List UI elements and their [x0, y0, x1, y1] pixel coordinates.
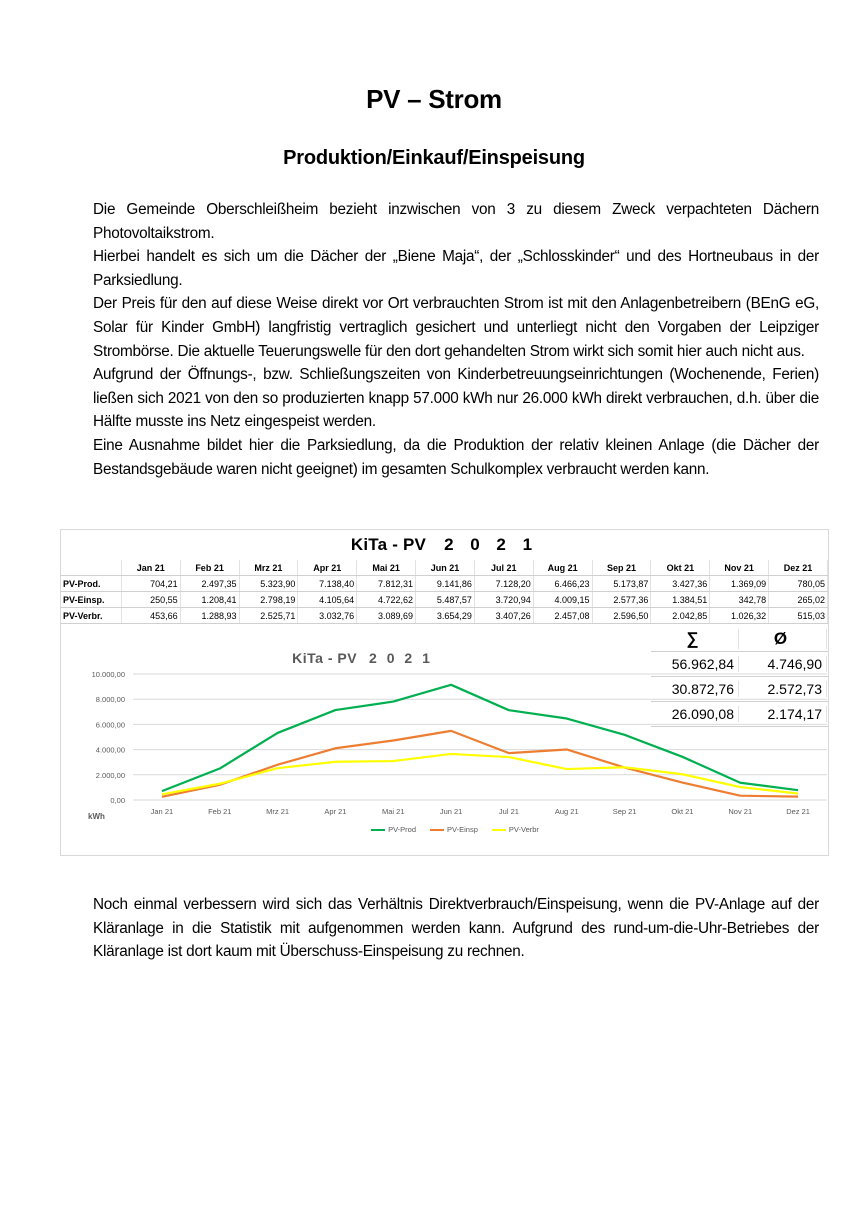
- intro-text: [93, 198, 819, 481]
- row-label: PV-Verbr.: [61, 608, 121, 624]
- pv-data-table: [61, 560, 828, 624]
- table-cell: 2.798,19: [239, 592, 298, 608]
- table-cell: 2.457,08: [533, 608, 592, 624]
- y-tick-label: 4.000,00: [95, 745, 125, 755]
- table-cell: 250,55: [121, 592, 180, 608]
- outro-text: [93, 893, 819, 964]
- x-tick-label: Mrz 21: [266, 807, 290, 816]
- month-header: Aug 21: [533, 560, 592, 576]
- table-cell: 3.654,29: [416, 608, 475, 624]
- x-tick-label: Jan 21: [150, 807, 174, 816]
- x-tick-label: Aug 21: [554, 807, 579, 816]
- table-cell: 1.369,09: [710, 576, 769, 592]
- table-cell: 4.722,62: [357, 592, 416, 608]
- table-cell: 780,05: [769, 576, 828, 592]
- month-header: Feb 21: [180, 560, 239, 576]
- x-tick-label: Feb 21: [208, 807, 232, 816]
- table-cell: 2.577,36: [592, 592, 651, 608]
- table-cell: 7.812,31: [357, 576, 416, 592]
- row-label: PV-Prod.: [61, 576, 121, 592]
- table-cell: 3.407,26: [474, 608, 533, 624]
- month-header: Dez 21: [769, 560, 828, 576]
- table-cell: 1.384,51: [651, 592, 710, 608]
- sum-header: ∑: [651, 629, 739, 649]
- legend-label: PV-Prod: [388, 825, 417, 834]
- table-cell: 5.487,57: [416, 592, 475, 608]
- chart-title: KiTa - PV 2 0 2 1: [292, 650, 433, 666]
- table-cell: 3.720,94: [474, 592, 533, 608]
- x-tick-label: Jun 21: [439, 807, 463, 816]
- y-tick-label: 8.000,00: [95, 695, 125, 705]
- table-title: KiTa - PV 2 0 2 1: [350, 535, 539, 554]
- table-cell: 453,66: [121, 608, 180, 624]
- paragraph: Der Preis für den auf diese Weise direkt vor Ort verbrauchten Strom ist mit den Anlagenbetreibern (BEnG eG, Solar für Kinder GmbH) langfristig vertraglich gesichert und unterliegt nicht den Vorgaben der Leipziger Strombörse. Die aktuelle Teuerungswelle für den dort gehandelten Strom wirkt sich somit hier auch nicht aus.: [93, 295, 819, 360]
- table-cell: 704,21: [121, 576, 180, 592]
- month-header: Jan 21: [121, 560, 180, 576]
- table-cell: 1.208,41: [180, 592, 239, 608]
- table-cell: 3.032,76: [298, 608, 357, 624]
- paragraph: Aufgrund der Öffnungs-, bzw. Schließungszeiten von Kinderbetreuungseinrichtungen (Wochenende, Ferien) ließen sich 2021 von den so produzierten knapp 57.000 kWh nur 26.000 kWh direkt verbrauchen, d.h. über die Hälfte musste ins Netz eingespeist werden.: [93, 366, 819, 431]
- table-cell: 7.128,20: [474, 576, 533, 592]
- table-cell: 3.089,69: [357, 608, 416, 624]
- table-cell: 4.009,15: [533, 592, 592, 608]
- month-header: Jun 21: [416, 560, 475, 576]
- month-header: Nov 21: [710, 560, 769, 576]
- legend-item: [430, 825, 478, 834]
- table-cell: 4.105,64: [298, 592, 357, 608]
- row-label: PV-Einsp.: [61, 592, 121, 608]
- y-tick-label: 6.000,00: [95, 720, 125, 730]
- legend-swatch-icon: [371, 829, 385, 831]
- month-header: Mai 21: [357, 560, 416, 576]
- table-cell: 5.323,90: [239, 576, 298, 592]
- table-row: [61, 608, 828, 624]
- page-title: PV – Strom: [366, 84, 502, 114]
- x-tick-label: Okt 21: [671, 807, 694, 816]
- month-header: Sep 21: [592, 560, 651, 576]
- chart-legend: [75, 825, 835, 834]
- y-tick-label: 2.000,00: [95, 770, 125, 780]
- legend-item: [492, 825, 539, 834]
- table-cell: 2.596,50: [592, 608, 651, 624]
- paragraph: Hierbei handelt es sich um die Dächer der „Biene Maja“, der „Schlosskinder“ und des Hortneubaus in der Parksiedlung.: [93, 248, 819, 289]
- page-subtitle: Produktion/Einkauf/Einspeisung: [283, 147, 585, 169]
- summary-row: 56.962,84 4.746,90: [651, 652, 828, 677]
- legend-label: PV-Einsp: [447, 825, 478, 834]
- y-axis-unit: kWh: [88, 812, 105, 821]
- table-row: [61, 576, 828, 592]
- x-tick-label: Dez 21: [786, 807, 810, 816]
- table-header-row: [61, 560, 828, 576]
- table-cell: 342,78: [710, 592, 769, 608]
- legend-item: [371, 825, 416, 834]
- chart-plot: [75, 642, 835, 842]
- month-header: Apr 21: [298, 560, 357, 576]
- paragraph: Noch einmal verbessern wird sich das Verhältnis Direktverbrauch/Einspeisung, wenn die PV-Anlage auf der Kläranlage in die Statistik mit aufgenommen werden kann. Aufgrund des rund-um-die-Uhr-Betriebes der Kläranlage ist dort kaum mit Überschuss-Einspeisung zu rechnen.: [93, 896, 819, 961]
- x-tick-label: Jul 21: [498, 807, 519, 816]
- x-tick-label: Mai 21: [381, 807, 405, 816]
- x-tick-label: Sep 21: [612, 807, 637, 816]
- month-header: Okt 21: [651, 560, 710, 576]
- series-line-pv-einsp: [162, 731, 798, 797]
- table-cell: 9.141,86: [416, 576, 475, 592]
- table-cell: 3.427,36: [651, 576, 710, 592]
- table-cell: 515,03: [769, 608, 828, 624]
- summary-row: 26.090,08 2.174,17: [651, 702, 828, 727]
- table-cell: 2.525,71: [239, 608, 298, 624]
- legend-swatch-icon: [430, 829, 444, 831]
- table-cell: 6.466,23: [533, 576, 592, 592]
- month-header: Jul 21: [474, 560, 533, 576]
- x-tick-label: Nov 21: [728, 807, 753, 816]
- y-tick-label: 10.000,00: [91, 670, 125, 679]
- table-cell: 1.026,32: [710, 608, 769, 624]
- table-cell: 5.173,87: [592, 576, 651, 592]
- paragraph: Die Gemeinde Oberschleißheim bezieht inzwischen von 3 zu diesem Zweck verpachteten Dächern Photovoltaikstrom.: [93, 201, 819, 242]
- paragraph: Eine Ausnahme bildet hier die Parksiedlung, da die Produktion der relativ kleinen Anlage (die Dächer der Bestandsgebäude waren nicht geeignet) im gesamten Schulkomplex verbraucht werden kann.: [93, 436, 819, 478]
- legend-swatch-icon: [492, 829, 506, 831]
- table-cell: 1.288,93: [180, 608, 239, 624]
- x-tick-label: Apr 21: [324, 807, 347, 816]
- table-cell: 2.497,35: [180, 576, 239, 592]
- avg-header: Ø: [739, 629, 827, 649]
- spreadsheet-embed: [60, 529, 829, 856]
- legend-label: PV-Verbr: [508, 825, 539, 834]
- table-cell: 2.042,85: [651, 608, 710, 624]
- y-tick-label: 0,00: [110, 796, 125, 805]
- table-cell: 265,02: [769, 592, 828, 608]
- table-row: [61, 592, 828, 608]
- summary-row: 30.872,76 2.572,73: [651, 677, 828, 702]
- table-cell: 7.138,40: [298, 576, 357, 592]
- month-header: Mrz 21: [239, 560, 298, 576]
